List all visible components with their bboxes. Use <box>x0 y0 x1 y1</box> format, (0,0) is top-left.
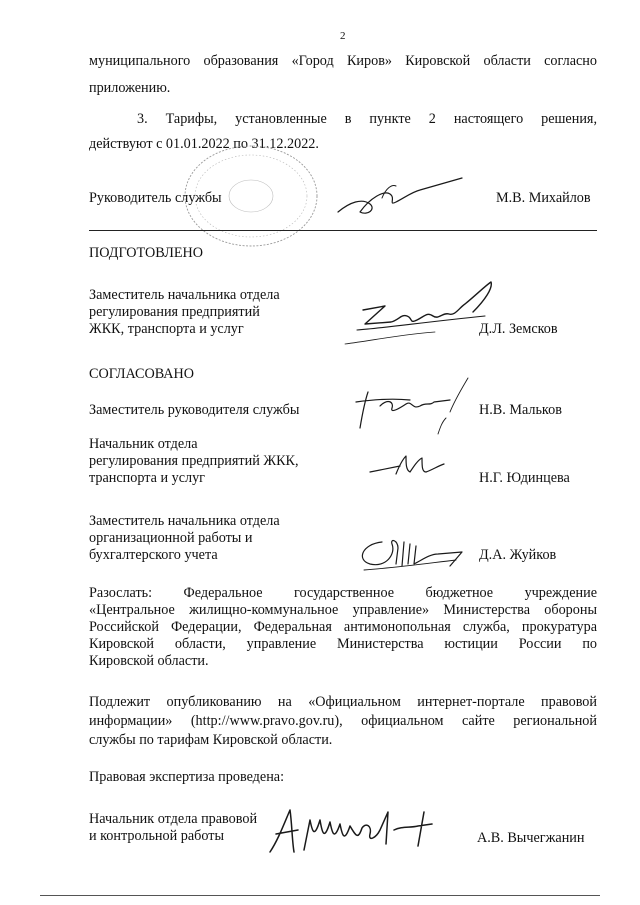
publication-line-3: службы по тарифам Кировской области. <box>89 732 333 748</box>
page-number: 2 <box>340 30 346 42</box>
publication-line-1: Подлежит опубликованию на «Официальном интернет-портале правовой <box>89 694 597 710</box>
distribution-line-5: Кировской области. <box>89 653 209 669</box>
legal-review-position-2: и контрольной работы <box>89 828 224 844</box>
agreed-signer-3-name: Д.А. Жуйков <box>479 547 557 563</box>
agreed-signer-1-position: Заместитель руководителя службы <box>89 402 300 418</box>
page-bottom-edge <box>40 895 600 896</box>
publication-line-2: информации» (http://www.pravo.gov.ru), официальном сайте региональной <box>89 713 597 729</box>
agreed-signer-1-name: Н.В. Мальков <box>479 402 562 418</box>
agreed-signer-2-signature <box>360 448 470 488</box>
distribution-line-4: Кировской области, управление Министерства юстиции России по <box>89 636 597 652</box>
divider-line <box>89 230 597 231</box>
prepared-signature <box>335 272 505 352</box>
distribution-line-1: Разослать: Федеральное государственное бюджетное учреждение <box>89 585 597 601</box>
prepared-heading: ПОДГОТОВЛЕНО <box>89 245 203 261</box>
prepared-position-1: Заместитель начальника отдела <box>89 287 280 303</box>
prepared-position-2: регулирования предприятий <box>89 304 260 320</box>
item-3-line-1: 3. Тарифы, установленные в пункте 2 настоящего решения, <box>137 111 597 127</box>
head-signature <box>330 168 470 228</box>
legal-review-name: А.В. Вычегжанин <box>477 830 585 846</box>
agreed-signer-3-position-1: Заместитель начальника отдела <box>89 513 280 529</box>
agreed-signer-3-position-2: организационной работы и <box>89 530 253 546</box>
legal-review-text: Правовая экспертиза проведена: <box>89 769 285 785</box>
head-position: Руководитель службы <box>89 190 222 206</box>
head-name: М.В. Михайлов <box>496 190 591 206</box>
intro-line-2: приложению. <box>89 80 171 96</box>
distribution-line-2: «Центральное жилищно-коммунальное управление» Министерства обороны <box>89 602 597 618</box>
agreed-signer-3-position-3: бухгалтерского учета <box>89 547 218 563</box>
item-3-line-2: действуют с 01.01.2022 по 31.12.2022. <box>89 136 319 152</box>
agreed-signer-2-position-2: регулирования предприятий ЖКК, <box>89 453 299 469</box>
distribution-line-3: Российской Федерации, Федеральная антимонопольная служба, прокуратура <box>89 619 597 635</box>
intro-line-1: муниципального образования «Город Киров» Кировской области согласно <box>89 53 597 69</box>
agreed-signer-3-signature <box>352 530 477 576</box>
agreed-signer-2-position-3: транспорта и услуг <box>89 470 205 486</box>
prepared-position-3: ЖКК, транспорта и услуг <box>89 321 244 337</box>
legal-review-position-1: Начальник отдела правовой <box>89 811 258 827</box>
agreed-signer-2-name: Н.Г. Юдинцева <box>479 470 570 486</box>
agreed-heading: СОГЛАСОВАНО <box>89 366 195 382</box>
agreed-signer-1-signature <box>350 372 480 442</box>
agreed-signer-2-position-1: Начальник отдела <box>89 436 198 452</box>
prepared-name: Д.Л. Земсков <box>479 321 558 337</box>
legal-review-signature <box>262 800 462 860</box>
